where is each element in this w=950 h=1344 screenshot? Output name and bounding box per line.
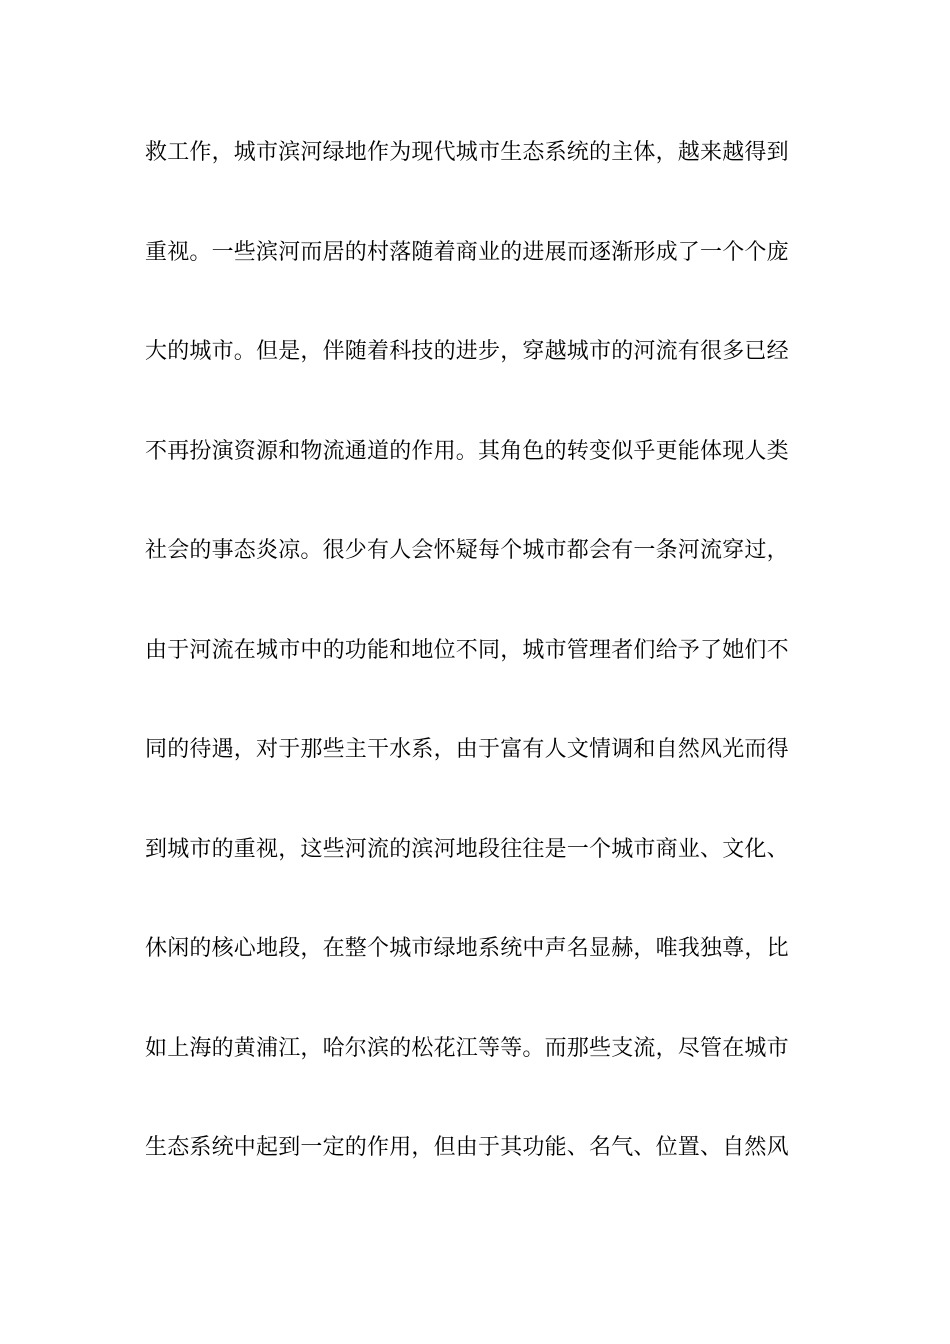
text-line: 同的待遇，对于那些主干水系，由于富有人文情调和自然风光而得: [145, 737, 789, 762]
text-line: 休闲的核心地段，在整个城市绿地系统中声名显赫，唯我独尊，比: [145, 936, 789, 961]
text-line: 社会的事态炎凉。很少有人会怀疑每个城市都会有一条河流穿过，: [145, 538, 789, 563]
text-line: 由于河流在城市中的功能和地位不同，城市管理者们给予了她们不: [145, 637, 789, 663]
text-line: 生态系统中起到一定的作用，但由于其功能、名气、位置、自然风: [145, 1135, 789, 1160]
text-line: 到城市的重视，这些河流的滨河地段往往是一个城市商业、文化、: [145, 836, 789, 862]
text-line: 大的城市。但是，伴随着科技的进步，穿越城市的河流有很多已经: [145, 339, 789, 364]
text-line: 不再扮演资源和物流通道的作用。其角色的转变似乎更能体现人类: [145, 438, 789, 464]
text-line: 如上海的黄浦江，哈尔滨的松花江等等。而那些支流，尽管在城市: [145, 1035, 789, 1061]
text-line: 救工作，城市滨河绿地作为现代城市生态系统的主体，越来越得到: [145, 140, 789, 165]
text-line: 重视。一些滨河而居的村落随着商业的进展而逐渐形成了一个个庞: [145, 239, 789, 265]
body-paragraph: [145, 130, 807, 1225]
